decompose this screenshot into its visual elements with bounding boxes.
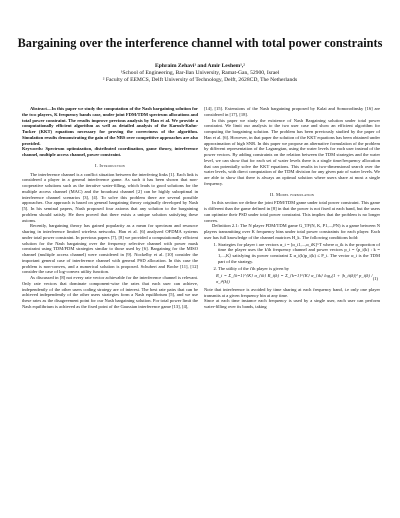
paragraph: The interference channel is a conflict situation between the interfering links [1]. Each link is considered a player in a general interference game. As such it has been shown that non-cooperative solutions such as the iterative water-filling, which leads to good solutions for the multiple access channel (MAC) and the broadcast channel [2] can be highly suboptimal in interference channel scenarios [3], [4]. To solve this problem there are several possible approaches. Our approach is based on general bargaining theory originally developed by Nash [5]. In his seminal papers, Nash proposed four axioms that any solution to the bargaining problem should satisfy. He then proved that there exists a unique solution satisfying these axioms. [22, 171, 198, 223]
author-block [10, 63, 390, 85]
left-column [22, 106, 198, 310]
list-item: 1. Strategies for player i are vectors α_i = [α_i1,...,α_iK]^T where α_ik is the proportion of time the player uses the k'th frequency channel and power vectors p_i = ⟨p_i(k) : k = 1,...,K⟩ satisfying its power constraint Σ α_i(k)p_i(k) ≤ P_i. The vector α_i is the TDM part of the strategy. [218, 242, 380, 265]
equation-number: (1) [372, 276, 378, 282]
paper-title: Bargaining over the interference channel with total power constraints [17, 36, 383, 50]
keywords: Keywords: Spectrum optimization, distributed coordination, game theory, interference channel, multiple access channel, power constraint. [22, 146, 198, 157]
abstract: Abstract—In this paper we study the computation of the Nash bargaining solution for the two players, K frequency bands case, under joint FDM/TDM spectrum allocations and total power constraint. The results improve previous analysis by Han et al. We provide a computationally efficient algorithm as well as detailed analysis of the Karush-Kuhn-Tucker (KKT) equations necessary for proving the correctness of the algorithm. Simulation results demonstrating the gain of the NBS over competitive approaches are also provided. [22, 106, 198, 146]
list-item: 2. The utility of the i'th player is given by [218, 266, 380, 272]
paragraph: In this section we define the joint FDM/TDM game under total power constraint. This game is different than the game defined in [8] in that the power is not fixed at each band, but the users can optimize their PSD under total power constraint. This implies that the problem is no longer convex. [204, 200, 380, 223]
definition: Definition 2.1: The N player FDM/TDM game G_TF(N, K, P1,...,PN) is a game between N players transmitting over K frequency bins under total power constraints for each player. Each user has full knowledge of the channel matrices H_k. The following conditions hold: [204, 223, 380, 240]
equation-body: R_i = Σ_{k=1}^{K} α_{ik} R_i(k) = Σ_{k=1}^{K} α_{ik} log₂(1 + |h_ii(k)|² p_i(k) / σ_i²(k)) [216, 273, 373, 284]
right-column [204, 106, 380, 310]
section-heading-introduction: I. Introduction [95, 162, 125, 168]
paragraph: Recently, bargaining theory has gained popularity as a mean for spectrum and resource sharing in interference limited wireless networks. Han et al. [6] analyzed OFDMA systems under total power constraint. In previous papers [7], [8] we provided a computationally efficient solution for the Nash bargaining over the frequency selective channel with power mask constraint using TDM/FDM strategies similar to those used by [6]. Bargaining for the MISO channel (multiple access channel) were considered in [9]. Nockelby et al. [10] consider the important general case of interference channel with general PSD allocation. In this case the problem is non-convex, and a numerical solution is proposed. Schubert and Boche [11], [12] consider the case of log-convex utility function. [22, 223, 198, 275]
paragraph: Note that interference is avoided by time sharing at each frequency band, i.e only one player transmits at a given frequency bin at any time. [204, 286, 380, 298]
equation-1 [216, 273, 380, 285]
affiliation-2: ² Faculty of EEMCS, Delft University of Technology, Delft, 2628CD, The Netherlands [102, 77, 298, 84]
paragraph: Since at each time instance each frequency is used by a single user, each user can perform water-filling over its bands, taking [204, 298, 380, 309]
paragraph: [14], [15]. Extensions of the Nash bargaining proposed by Kalai and Somorodinsky [16] are considered in [17], [18]. [204, 106, 380, 117]
conditions-list [204, 242, 380, 272]
paragraph: As discussed in [8] not every rate vector achievable for the interference channel is relevant. Only rate vectors that dominate component-wise the rates that each user can achieve, independently of the other users coding strategy are of interest. The best rate pairs that can be achieved independently of the other users strategies form a Nash equilibrium [5], and we use these rates as the disagreement point for our Nash bargaining solution. For total power limit the Nash equilibrium is achieved as the fixed point of the Gaussian interference game [13], [4], [22, 275, 198, 309]
affiliation-1: ¹School of Engineering, Bar-Ilan University, Ramat-Gan, 52900, Israel [120, 70, 280, 77]
author-names: Ephraim Zehavi¹ and Amir Leshem¹,² [155, 63, 245, 69]
section-heading-model: II. Model formulation [269, 191, 315, 197]
paragraph: In this paper we study the existence of Nash Bargaining solution under total power constraint. We limit our analysis to the two user case and show an efficient algorithm for computing the bargaining solution. The problem has been previously studied by the paper of Han et al. [6]. However, in that paper the solution of the KKT equations has been obtained under approximation of high SNR. In this paper we propose an alternative formulation of the problem by different representation of the Lagrangian, using the water levels for each user instead of the power vectors. By adding constraints on the relation between the TDM strategies and the water level, we can show that for each set of water levels there is a single time/frequency allocation that can potentially solve the KKT equations. This results in two-dimensional search over the water levels, with direct computation of the TDM division for any given pair of water levels. We are able to show that there is always an optimal solution where users share at most a single frequency. [204, 117, 381, 186]
